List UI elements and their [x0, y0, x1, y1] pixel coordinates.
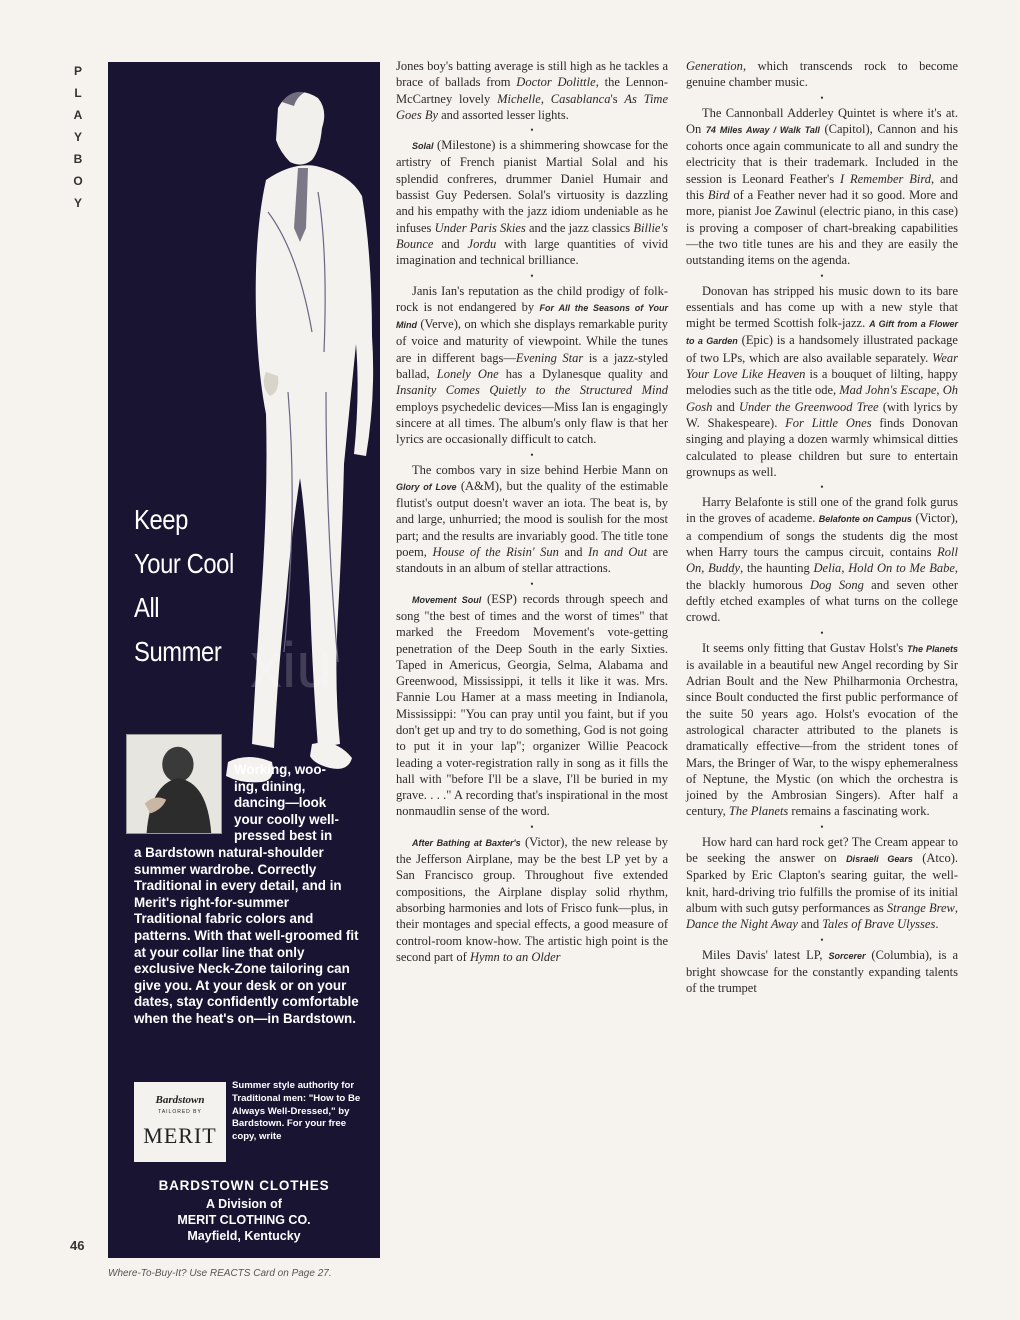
review-paragraph: Movement Soul (ESP) records through speech and song "the best of times and the worst of times" that marked the Freedom Movement's vote-getting penetration of the Deep South in the early Sixties. Taped in Americus, Georgia, Selma, Alabama and Greenwood, Mississippi, it tells it like it was. Mrs. Fannie Lou Hamer at a mass meeting in Indianola, Mississippi: "You can pray until you faint, but if you don't get up and try to do something, God is not going to put it in your lap"; organizer Willie Peacock leading a voter-registration rally in song as it fills the hall with "before I'll be a slave, I'll be buried in my grave. . . ." A recording that's inspirational in the most nonmaudlin sense of the word. — [396, 591, 668, 819]
company-division: A Division of — [206, 1197, 282, 1211]
bardstown-merit-logo — [134, 1082, 226, 1162]
review-paragraph: After Bathing at Baxter's (Victor), the new release by the Jefferson Airplane, may be the best LP yet by a San Francisco group. Throughout five extended compositions, the Airplane display solid rhythm, absorbing harmonies and lots of Frisco funk—plus, in their montages and special effects, a good measure of control-room know-how. The artistic high point is the second part of Hymn to an Older — [396, 834, 669, 964]
song-title: Dance the Night Away — [686, 917, 798, 932]
ad-promo-text: Summer style authority for Traditional men: "How to Be Always Well-Dressed," by Bardstown. For your free copy, write — [232, 1080, 361, 1143]
song-title: Tales of Brave Ulysses — [822, 917, 936, 932]
song-title: Generation — [686, 59, 743, 73]
song-title: Under the Greenwood Tree — [738, 399, 879, 414]
song-title: Evening Star — [515, 350, 584, 365]
song-title: Mad John's Escape — [839, 383, 937, 398]
ad-body-rest: a Bardstown natural-shoulder summer wardrobe. Correctly Traditional in every detail, and in Merit's right-for-summer Traditional fabric colors and patterns. With that well-groomed fit at your collar line that only exclusive Neck-Zone tailoring can give you. At your desk or on your dates, stay confidently comfortable when the heat's on—in Bardstown. — [134, 844, 359, 1026]
review-paragraph: The combos vary in size behind Herbie Mann on Glory of Love (A&M), but the quality of the estimable flutist's output doesn't waver an iota. The beat is, by and large, unhurried; the mood is soulish for the most part; and the results are invariably good. The title tone poem, House of the Risin' Sun and In and Out are standouts in an album of stellar attractions. — [396, 462, 668, 576]
album-title: Movement Soul — [412, 594, 482, 605]
ad-headline-line: Summer — [134, 636, 222, 667]
album-title: Sorcerer — [828, 950, 866, 961]
paragraph-bullet: • — [530, 270, 534, 281]
page-number: 46 — [70, 1238, 85, 1253]
song-title: Insanity Comes Quietly to the Structured Mind — [396, 383, 668, 398]
paragraph-bullet: • — [820, 482, 824, 493]
paragraph-bullet: • — [820, 92, 824, 103]
song-title: House of the Risin' Sun — [432, 545, 559, 560]
ad-body-copy — [134, 762, 360, 1028]
ad-headline-line: Keep — [134, 504, 188, 535]
review-paragraph: Miles Davis' latest LP, Sorcerer (Columbia), is a bright showcase for the constantly expanding talents of the trumpet — [686, 947, 958, 996]
ad-body-lead-line: pressed best in — [234, 828, 333, 844]
review-paragraph: Generation, which transcends rock to become genuine chamber music. — [686, 59, 958, 90]
paragraph-bullet: • — [530, 578, 534, 589]
company-location: Mayfield, Kentucky — [187, 1229, 301, 1243]
song-title: Oh Gosh — [686, 383, 958, 414]
review-column-left — [396, 58, 668, 965]
paragraph-bullet: • — [820, 627, 824, 638]
song-title: Dog Song — [810, 577, 864, 592]
magazine-title-letter: B — [73, 152, 85, 166]
magazine-title-letter: Y — [73, 130, 84, 144]
magazine-title-letter: P — [73, 64, 84, 78]
magazine-title-letter: O — [73, 174, 85, 188]
magazine-title-letter: L — [74, 86, 84, 100]
song-title: The Planets — [728, 804, 789, 819]
logo-script: Bardstown — [155, 1094, 205, 1106]
song-title: Lonely One — [436, 367, 499, 382]
magazine-title-letter: A — [73, 108, 85, 122]
paragraph-bullet: • — [530, 125, 534, 136]
song-title: In and Out — [588, 545, 648, 560]
song-title: Hymn to an Older — [469, 949, 561, 964]
ad-body-lead-line: Working, woo- — [234, 762, 326, 777]
ad-headline — [134, 498, 234, 674]
bardstown-advertisement — [108, 62, 380, 1258]
album-title: Belafonte on Campus — [818, 514, 912, 525]
review-paragraph: How hard can hard rock get? The Cream appear to be seeking the answer on Disraeli Gears (Atco). Sparked by Eric Clapton's searing guitar, the well-knit, hard-driving trio fulfills the promise of its initial album with such gutsy performances as Strange Brew, Dance the Night Away and Tales of Brave Ulysses. — [686, 834, 958, 932]
logo-tailored-by: TAILORED BY — [158, 1109, 202, 1115]
company-merit: MERIT CLOTHING CO. — [177, 1213, 311, 1227]
paragraph-bullet: • — [820, 270, 824, 281]
review-column-right — [686, 58, 958, 996]
song-title: Roll On, Buddy — [686, 545, 958, 576]
song-title: Strange Brew — [886, 900, 955, 915]
review-paragraph: Janis Ian's reputation as the child prodigy of folk-rock is not endangered by For All the Seasons of Your Mind (Verve), on which she displays remarkable purity of voice and maturity of viewpoint. While the tunes are in different bags—Evening Star is a jazz-styled ballad, Lonely One has a Dylanesque quality and Insanity Comes Quietly to the Structured Mind employs psychedelic devices—Miss Ian is engagingly sincere at all times. The album's only flaw is that her lyrics are occasionally difficult to catch. — [396, 283, 669, 447]
ad-body-lead-line: dancing—look — [234, 795, 327, 811]
album-title: 74 Miles Away / Walk Tall — [705, 124, 820, 135]
paragraph-bullet: • — [820, 934, 824, 945]
magazine-running-title — [70, 60, 88, 214]
song-title: Delia — [813, 561, 842, 576]
review-paragraph: It seems only fitting that Gustav Holst's The Planets is available in a beautiful new Angel recording by Sir Adrian Boult and the New Philharmonia Orchestra, since Boult conducted the first public performance of the suite 50 years ago. Holst's evocation of the astrological character attributed to the planets is dramatically effective—from the strident tones of Mars, the Bringer of War, to the wispy ephemeralness of Neptune, the Mystic (on which the orchestra is joined by the Ambrosian Singers). After half a century, The Planets remains a fascinating work. — [686, 640, 959, 819]
song-title: Billie's Bounce — [396, 220, 669, 251]
song-title: Wear Your Love Like Heaven — [686, 350, 958, 382]
album-title: A Gift from a Flower to a Garden — [686, 319, 958, 347]
review-paragraph: Jones boy's batting average is still high as he tackles a brace of ballads from Doctor Dolittle, the Lennon-McCartney lovely Michelle, Casablanca's As Time Goes By and assorted lesser lights. — [396, 59, 668, 122]
album-title: For All the Seasons of Your Mind — [396, 302, 668, 331]
album-title: The Planets — [906, 643, 959, 654]
review-paragraph: The Cannonball Adderley Quintet is where it's at. On 74 Miles Away / Walk Tall (Capitol), Cannon and his cohorts once again communicate to all and sundry the electricity that is their trademark. Included in the session is Leonard Feather's I Remember Bird, and this Bird of a Feather never had it so good. More and more, pianist Joe Zawinul (electric piano, in this case) is proving a composer of chart-breaking capabilities—the two title tunes are his and they are easily the outstanding items on the agenda. — [686, 105, 959, 268]
song-title: Doctor Dolittle — [516, 75, 596, 90]
song-title: Casablanca — [550, 91, 611, 106]
song-title: Michelle — [497, 91, 541, 106]
song-title: I Remember Bird — [839, 171, 931, 186]
man-in-suit-illustration — [208, 72, 378, 792]
ad-company-block — [118, 1176, 370, 1244]
album-title: Disraeli Gears — [846, 854, 913, 865]
album-title: Glory of Love — [396, 481, 457, 492]
ad-body-lead-line: ing, dining, — [234, 778, 306, 794]
logo-merit: MERIT — [143, 1123, 217, 1148]
song-title: Jordu — [467, 236, 497, 251]
song-title: Bird — [707, 188, 730, 203]
review-paragraph: Donovan has stripped his music down to its bare essentials and has come up with a new style that might be termed Scottish folk-jazz. A Gift from a Flower to a Garden (Epic) is a handsomely illustrated package of two LPs, which are also available separately. Wear Your Love Like Heaven is a bouquet of lilting, happy melodies such as the title ode, Mad John's Escape, Oh Gosh and Under the Greenwood Tree (with lyrics by W. Shakespeare). For Little Ones finds Donovan singing and playing a dozen warmly whimsical ditties calculated to please children but sure to entertain grownups as well. — [686, 283, 958, 479]
ad-headline-line: Your Cool — [134, 548, 234, 579]
paragraph-bullet: • — [530, 449, 534, 460]
song-title: For Little Ones — [785, 415, 872, 430]
review-paragraph: Harry Belafonte is still one of the grand folk gurus in the groves of academe. Belafonte on Campus (Victor), a compendium of songs the students dig the most when Harry tours the campus circuit, contains Roll On, Buddy, the haunting Delia, Hold On to Me Babe, the blackly humorous Dog Song and seven other deftly etched examples of what turns on the college crowd. — [686, 495, 959, 625]
magazine-title-letter: Y — [73, 196, 84, 210]
album-title: After Bathing at Baxter's — [412, 837, 521, 848]
song-title: Under Paris Skies — [434, 220, 526, 235]
song-title: Hold On to Me Babe — [848, 561, 955, 576]
paragraph-bullet: • — [530, 821, 534, 832]
review-paragraph: Solal (Milestone) is a shimmering showcase for the artistry of French pianist Martial Solal and his splendid confreres, drummer Daniel Humair and bassist Guy Pedersen. Solal's virtuosity is dazzling and his empathy with the jazz idiom undeniable as he infuses Under Paris Skies and the jazz classics Billie's Bounce and Jordu with large quantities of vivid imagination and technical brilliance. — [396, 138, 669, 268]
song-title: As Time Goes By — [396, 91, 668, 122]
ad-body-lead-line: your coolly well- — [234, 811, 339, 827]
album-title: Solal — [412, 141, 434, 152]
paragraph-bullet: • — [820, 821, 824, 832]
footer-reacts-note: Where-To-Buy-It? Use REACTS Card on Page 27. — [108, 1268, 332, 1279]
ad-headline-line: All — [134, 592, 160, 623]
company-name: BARDSTOWN CLOTHES — [158, 1178, 330, 1193]
